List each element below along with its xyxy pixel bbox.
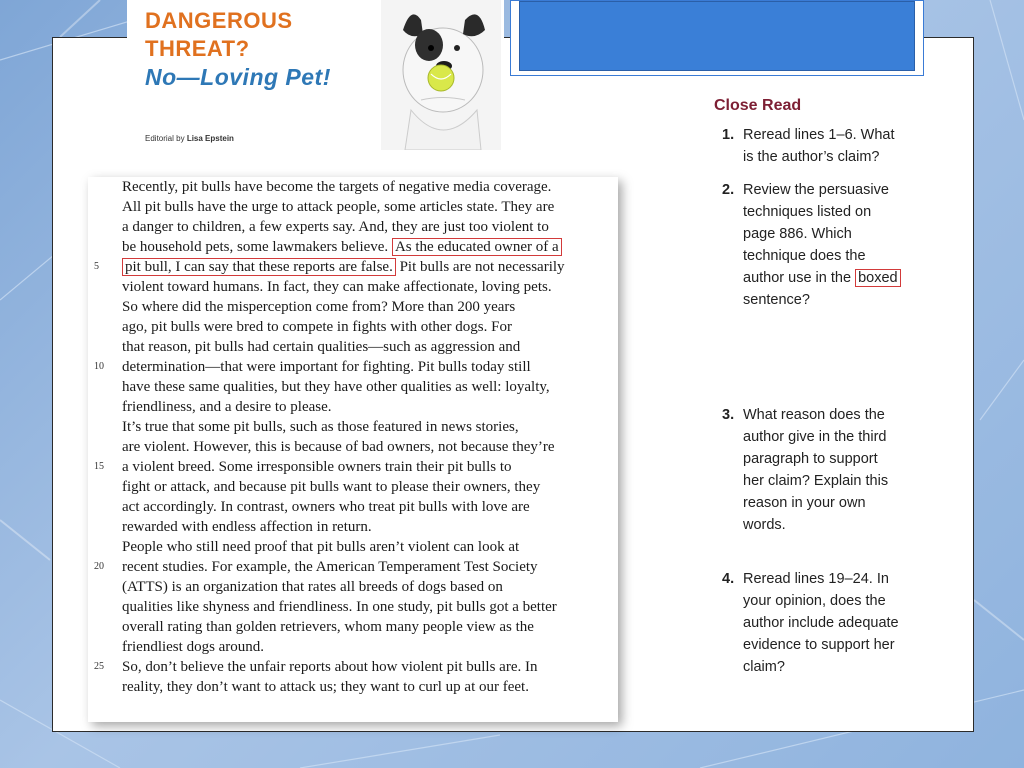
question-text: words. bbox=[743, 517, 786, 533]
passage-line: friendliest dogs around. bbox=[122, 639, 265, 655]
passage-line: reality, they don’t want to attack us; they want to curl up at our feet. bbox=[122, 679, 529, 695]
question-4 bbox=[722, 568, 942, 678]
boxed-sentence-part2: pit bull, I can say that these reports are false. bbox=[122, 258, 396, 276]
line-number: 5 bbox=[94, 261, 99, 272]
passage-line: ago, pit bulls were bred to compete in fights with other dogs. For bbox=[122, 319, 512, 335]
dog-photo bbox=[381, 0, 501, 150]
line-number: 25 bbox=[94, 661, 104, 672]
line-number: 15 bbox=[94, 461, 104, 472]
passage-line-text: be household pets, some lawmakers believe. bbox=[122, 239, 389, 255]
question-text: evidence to support her bbox=[743, 637, 895, 653]
question-text: technique does the bbox=[743, 248, 866, 264]
boxed-word: boxed bbox=[855, 269, 901, 287]
question-number: 2. bbox=[722, 182, 735, 198]
question-1 bbox=[722, 124, 942, 168]
passage-line: (ATTS) is an organization that rates all breeds of dogs based on bbox=[122, 579, 503, 595]
reading-passage bbox=[88, 177, 618, 722]
passage-line: It’s true that some pit bulls, such as those featured in news stories, bbox=[122, 419, 519, 435]
title-threat: THREAT? bbox=[145, 36, 250, 61]
question-text: Reread lines 1–6. What bbox=[743, 127, 895, 143]
question-text: author give in the third bbox=[743, 429, 887, 445]
line-number: 20 bbox=[94, 561, 104, 572]
passage-line bbox=[122, 237, 562, 257]
passage-line: have these same qualities, but they have other qualities as well: loyalty, bbox=[122, 379, 550, 395]
question-text: your opinion, does the bbox=[743, 593, 886, 609]
blue-title-fill bbox=[519, 1, 915, 71]
question-text: What reason does the bbox=[743, 407, 885, 423]
question-text: Review the persuasive bbox=[743, 182, 889, 198]
passage-line: that reason, pit bulls had certain qualities—such as aggression and bbox=[122, 339, 521, 355]
question-3 bbox=[722, 404, 942, 536]
passage-line: qualities like shyness and friendliness. In one study, pit bulls got a better bbox=[122, 599, 557, 615]
passage-line-text: Pit bulls are not necessarily bbox=[395, 259, 565, 275]
passage-line: rewarded with endless affection in return. bbox=[122, 519, 372, 535]
passage-line: determination—that were important for fighting. Pit bulls today still bbox=[122, 359, 531, 375]
passage-line: People who still need proof that pit bulls aren’t violent can look at bbox=[122, 539, 520, 555]
question-text: her claim? Explain this bbox=[743, 473, 889, 489]
passage-line: All pit bulls have the urge to attack people, some articles state. They are bbox=[122, 199, 555, 215]
passage-line: friendliness, and a desire to please. bbox=[122, 399, 332, 415]
question-text: Reread lines 19–24. In bbox=[743, 571, 889, 587]
passage-line: recent studies. For example, the American Temperament Test Society bbox=[122, 559, 538, 575]
passage-line: violent toward humans. In fact, they can make affectionate, loving pets. bbox=[122, 279, 552, 295]
question-text: sentence? bbox=[743, 292, 810, 308]
blue-title-box bbox=[510, 0, 924, 76]
passage-line: a danger to children, a few experts say. And, they are just too violent to bbox=[122, 219, 549, 235]
passage-line: are violent. However, this is because of bad owners, not because they’re bbox=[122, 439, 555, 455]
passage-line: So where did the misperception come from? More than 200 years bbox=[122, 299, 516, 315]
question-text-boxed-line bbox=[743, 267, 942, 289]
passage-line: act accordingly. In contrast, owners who treat pit bulls with love are bbox=[122, 499, 530, 515]
boxed-sentence-part1: As the educated owner of a bbox=[392, 238, 562, 256]
line-number: 10 bbox=[94, 361, 104, 372]
question-number: 4. bbox=[722, 571, 735, 587]
question-2 bbox=[722, 179, 942, 311]
question-text: reason in your own bbox=[743, 495, 866, 511]
passage-line: a violent breed. Some irresponsible owners train their pit bulls to bbox=[122, 459, 512, 475]
article-header bbox=[127, 0, 504, 150]
editorial-prefix: Editorial by bbox=[145, 134, 185, 143]
question-number: 1. bbox=[722, 127, 735, 143]
question-number: 3. bbox=[722, 407, 735, 423]
title-dangerous: DANGEROUS bbox=[145, 8, 293, 33]
passage-line: Recently, pit bulls have become the targets of negative media coverage. bbox=[122, 179, 552, 195]
passage-line bbox=[122, 257, 565, 277]
passage-line: overall rating than golden retrievers, whom many people view as the bbox=[122, 619, 534, 635]
question-text: paragraph to support bbox=[743, 451, 878, 467]
passage-line: So, don’t believe the unfair reports about how violent pit bulls are. In bbox=[122, 659, 538, 675]
editorial-author: Lisa Epstein bbox=[186, 134, 234, 143]
question-text: author include adequate bbox=[743, 615, 899, 631]
question-text: page 886. Which bbox=[743, 226, 852, 242]
title-loving-pet: No—Loving Pet! bbox=[145, 64, 331, 90]
question-text: techniques listed on bbox=[743, 204, 872, 220]
question-text: claim? bbox=[743, 659, 785, 675]
passage-line: fight or attack, and because pit bulls want to please their owners, they bbox=[122, 479, 541, 495]
question-text: author use in the bbox=[743, 270, 856, 286]
close-read-title: Close Read bbox=[714, 97, 802, 114]
question-text: is the author’s claim? bbox=[743, 149, 880, 165]
editorial-byline bbox=[145, 134, 234, 143]
